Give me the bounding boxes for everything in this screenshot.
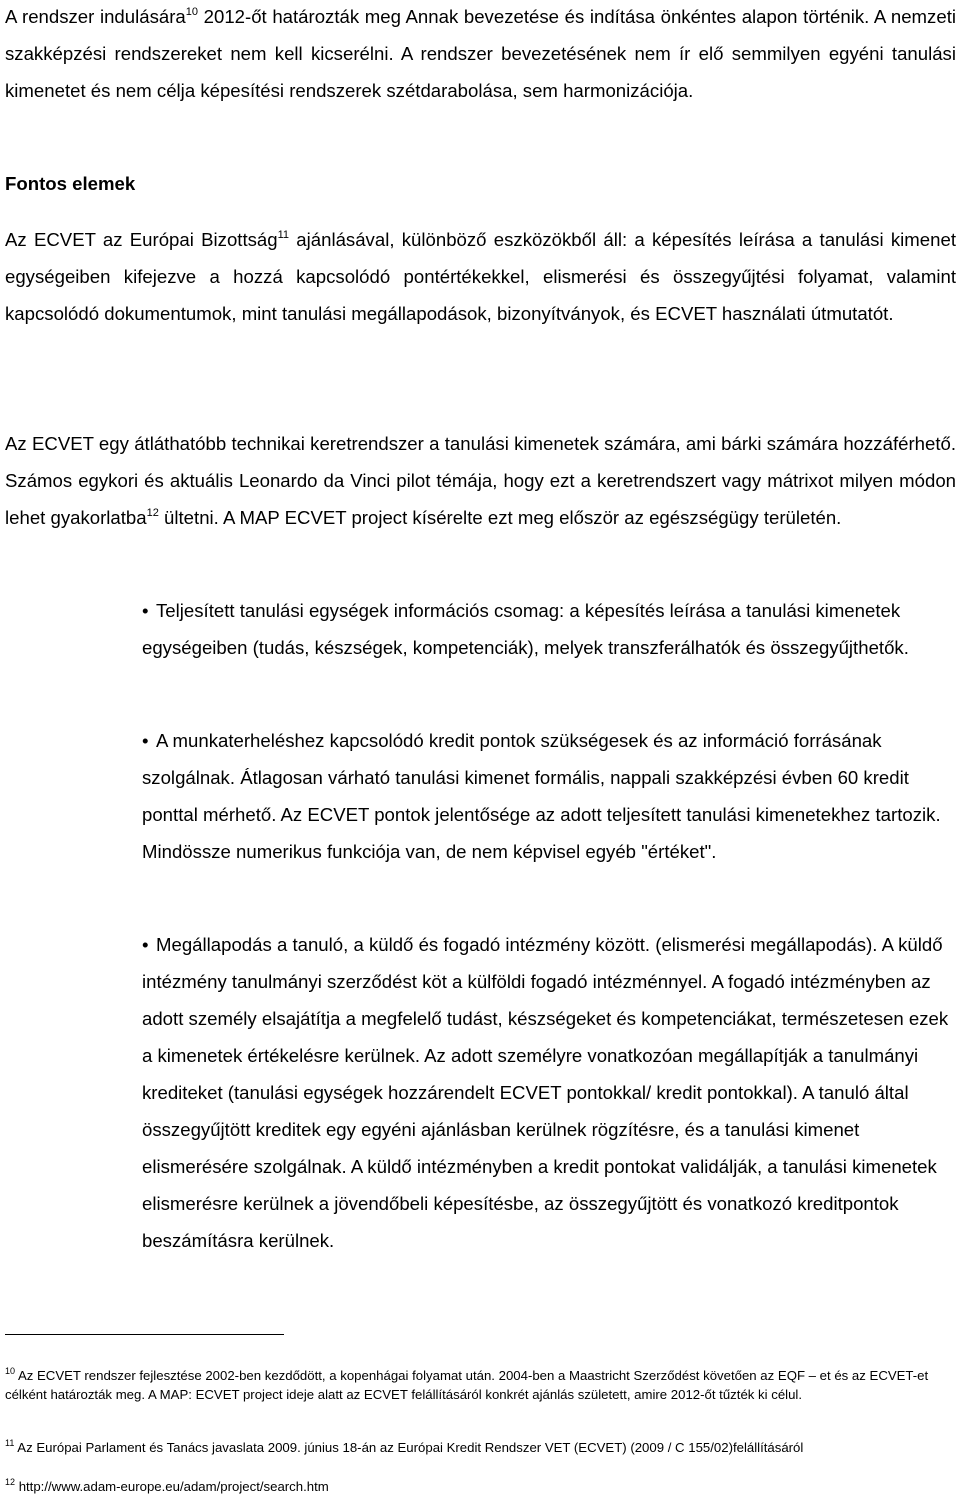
footnote-separator: [5, 1334, 284, 1335]
paragraph-framework: [5, 425, 956, 536]
footnote: [5, 1366, 953, 1404]
section-heading: Fontos elemek: [5, 173, 136, 194]
bullet-item: [142, 592, 952, 666]
footnote-number: 10: [5, 1366, 16, 1376]
bullet-icon: •: [142, 730, 149, 751]
footnote-text: Az ECVET rendszer fejlesztése 2002-ben kezdődött, a kopenhágai folyamat után. 2004-ben a Maastricht Szerződést követően az EQF – et és az ECVET-et célként határozták meg. A MAP: ECVET project ideje alatt az ECVET felállításáról konkrét ajánlás született, amire 2012-őt tűzték ki célul.: [5, 1368, 929, 1402]
bullet-text: Megállapodás a tanuló, a küldő és fogadó intézmény között. (elismerési megállapodás). A küldő intézmény tanulmányi szerződést köt a külföldi fogadó intézménnyel. A fogadó intézményben az adott személy elsajátítja a megfelelő tudást, készségeket és kompetenciákat, természetesen ezek a kimenetek értékelésre kerülnek. Az adott személyre vonatkozóan megállapítják a tanulmányi krediteket (tanulási egységek hozzárendelt ECVET pontokkal/ kredit pontokkal). A tanuló által összegyűjtött kreditek egy egyéni ajánlásban kerülnek rögzítésre, és a tanulási kimenet elismerésére szolgálnak. A küldő intézményben a kredit pontokat validálják, a tanulási kimenetek elismerésre kerülnek a jövendőbeli képesítésbe, az összegyűjtött és vonatkozó kreditpontok beszámításra kerülnek.: [142, 934, 949, 1251]
paragraph-intro-start: A rendszer indulására: [5, 6, 186, 27]
footnote-number: 11: [5, 1438, 15, 1448]
bullet-item: [142, 722, 952, 870]
footnote-ref-10[interactable]: 10: [185, 6, 199, 18]
bullet-icon: •: [142, 934, 149, 955]
paragraph-intro-rest: 2012-őt határozták meg Annak bevezetése és indítása önkéntes alapon történik. A nemzeti szakképzési rendszereket nem kell kicserélni. A rendszer bevezetésének nem ír elő semmilyen egyéni tanulási kimenetet és nem célja képesítési rendszerek szétdarabolása, sem harmonizációja.: [5, 6, 956, 101]
paragraph-framework-rest: ültetni. A MAP ECVET project kísérelte ezt meg először az egészségügy területén.: [164, 507, 842, 528]
paragraph-elements: [5, 221, 956, 332]
bullet-text: A munkaterheléshez kapcsolódó kredit pontok szükségesek és az információ forrásának szolgálnak. Átlagosan várható tanulási kimenet formális, nappali szakképzési évben 60 kredit ponttal mérhető. Az ECVET pontok jelentősége az adott teljesített tanulási kimenetekhez tartozik. Mindössze numerikus funkciója van, de nem képvisel egyéb "értéket".: [142, 730, 941, 862]
paragraph-framework-start: Az ECVET egy átláthatóbb technikai keretrendszer a tanulási kimenetek számára, ami bárki számára hozzáférhető. Számos egykori és aktuális Leonardo da Vinci pilot témája, hogy ezt a keretrendszert vagy mátrixot milyen módon lehet gyakorlatba: [5, 433, 956, 528]
paragraph-elements-rest: ajánlásával, különböző eszközökből áll: a képesítés leírása a tanulási kimenet egységeiben kifejezve a hozzá kapcsolódó pontértékekkel, elismerési és összegyűjtési folyamat, valamint kapcsolódó dokumentumok, mint tanulási megállapodások, bizonyítványok, és ECVET használati útmutatót.: [5, 229, 956, 324]
footnote-number: 12: [5, 1477, 16, 1487]
footnote: [5, 1438, 953, 1457]
footnote-ref-11[interactable]: 11: [277, 229, 290, 241]
bullet-item: [142, 926, 952, 1259]
footnote-text: Az Európai Parlament és Tanács javaslata 2009. június 18-án az Európai Kredit Rendszer VET (ECVET) (2009 / C 155/02)felállításáról: [17, 1440, 804, 1455]
footnote: [5, 1477, 953, 1496]
footnote-link[interactable]: http://www.adam-europe.eu/adam/project/search.htm: [18, 1479, 329, 1494]
bullet-text: Teljesített tanulási egységek információs csomag: a képesítés leírása a tanulási kimenetek egységeiben (tudás, készségek, kompetenciák), melyek transzferálhatók és összegyűjthetők.: [142, 600, 909, 658]
footnote-ref-12[interactable]: 12: [146, 507, 159, 519]
paragraph-intro: [5, 0, 956, 109]
paragraph-elements-start: Az ECVET az Európai Bizottság: [5, 229, 278, 250]
bullet-icon: •: [142, 600, 149, 621]
